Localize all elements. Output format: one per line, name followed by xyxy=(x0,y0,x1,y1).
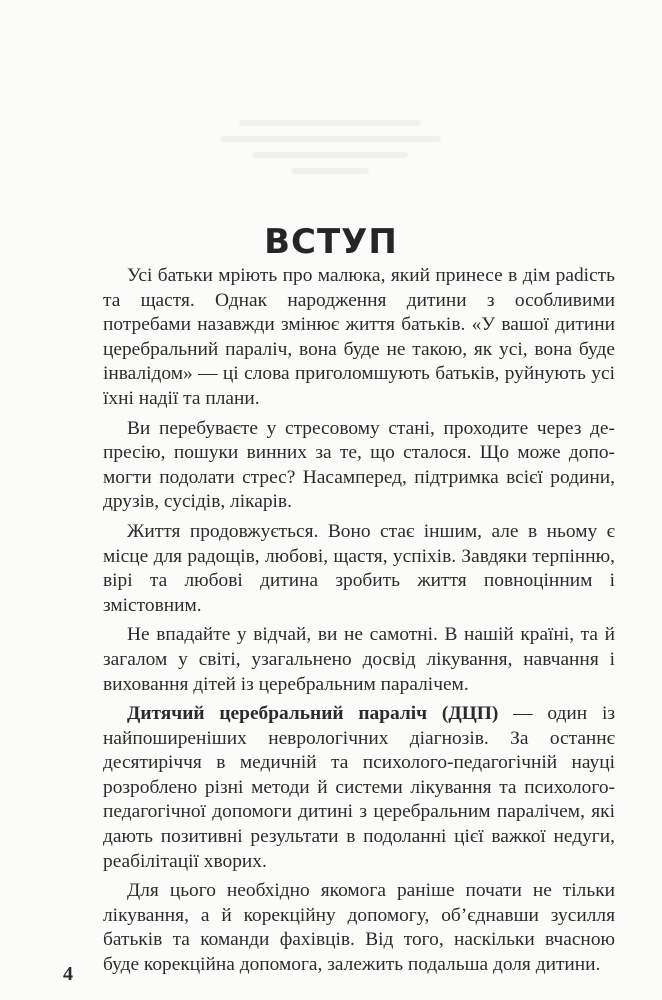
term-bold: Дитячий церебральний параліч (ДЦП) xyxy=(127,703,499,725)
paragraph: Ви перебуваєте у стресовому стані, проходите через депресію, пошуки винних за те, що сталося. Що може допомогти подолати стрес? Насамперед, підтримка всієї родини, друзів, сусідів, лікарів. xyxy=(103,417,615,513)
body-text xyxy=(103,264,615,983)
paragraph: Не впадайте у відчай, ви не самотні. В нашій країні, та й загалом у світі, узагальнено досвід лікування, навчання і виховання дітей із церебральним паралічем. xyxy=(103,624,615,695)
paragraph: Життя продовжується. Воно стає іншим, але в ньому є місце для радощів, любові, щастя, успіхів. Завдяки терпінню, вірі та любові дитина зробить життя повноцінним і змістовним. xyxy=(103,520,615,616)
section-heading: ВСТУП xyxy=(264,222,398,262)
page-number: 4 xyxy=(63,963,73,985)
paragraph: Усі батьки мріють про малюка, який принесе в дім раdість та щастя. Однак народження дитини з особливими потребами назавжди змінює життя батьків. «У вашої дитини церебральний параліч, вона буде не такою, як усі, вона буде інвалідом» — ці слова приголомшують батьків, руйнують усі їхні надії та плани. xyxy=(103,265,615,409)
paragraph: Для цього необхідно якомога раніше почати не тільки лікування, а й корекційну допомогу, об’єднавши зусилля батьків та команди фахівців. Від того, наскільки вчасною буде корекційна допомога, залежить подальша доля дитини. xyxy=(103,880,615,976)
paragraph-definition: Дитячий церебральний параліч (ДЦП) — один із найпоширеніших неврологічних діагнозів. За останнє десятиріччя в медичній та психолого-педагогічній науці розроблено різні методи й системи лікування та психолого-педагогічної допомоги дитині з церебральним паралічем, які дають позитивні результати в подоланні цієї важкої недуги, реабілітації хворих. xyxy=(103,703,615,872)
bleed-through-text xyxy=(200,110,460,220)
